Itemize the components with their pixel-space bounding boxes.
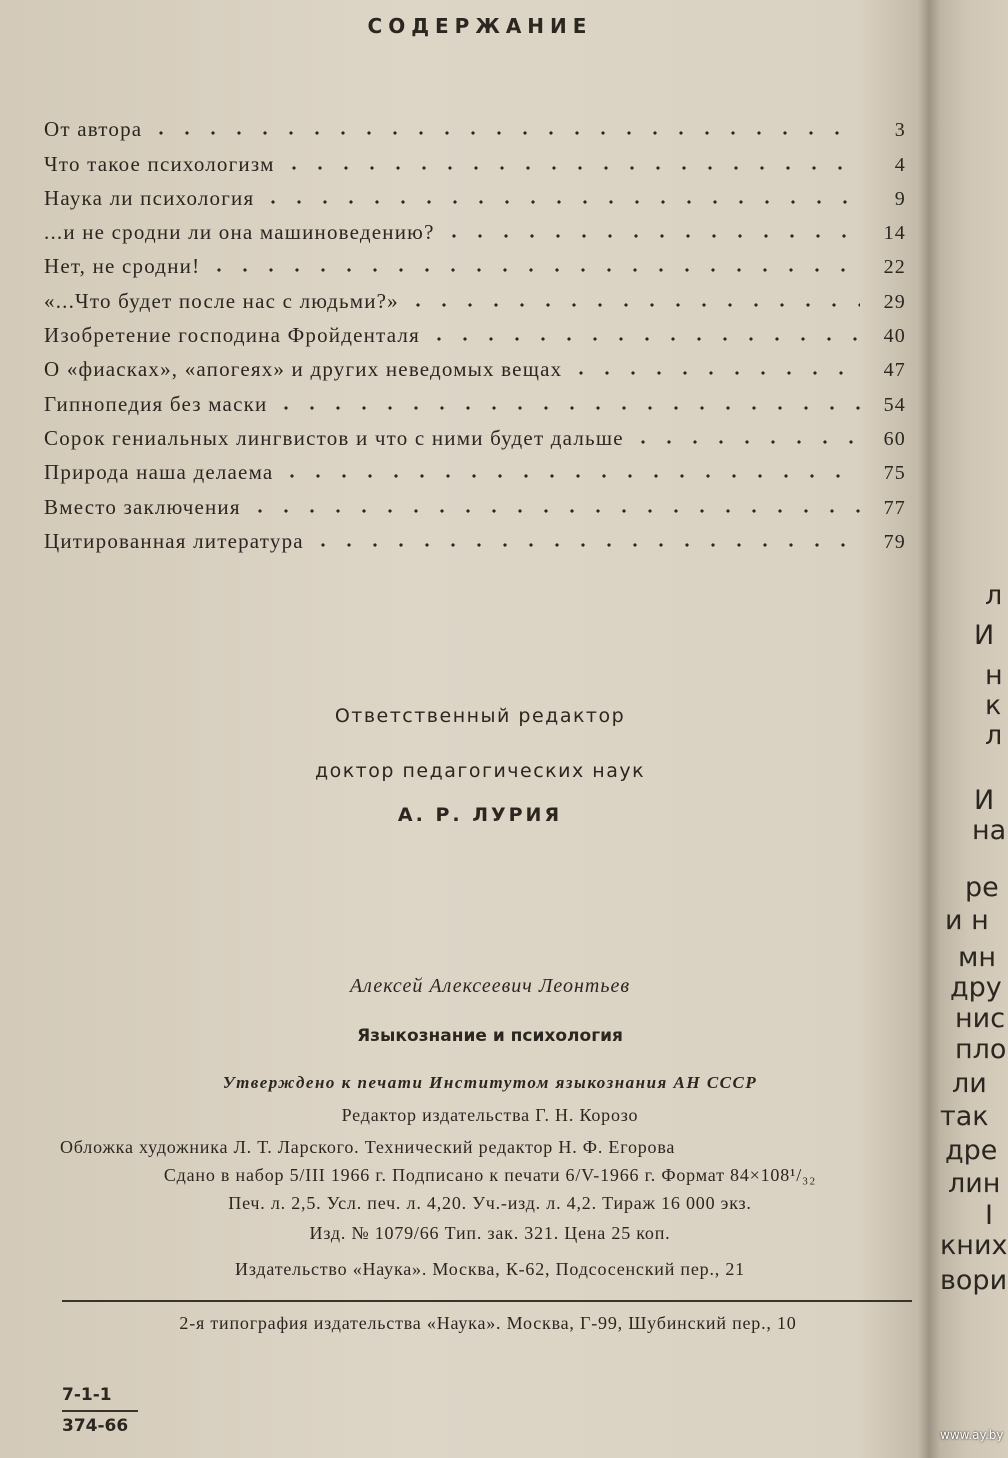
toc-entry bbox=[44, 382, 906, 416]
toc-leader-dots bbox=[426, 336, 860, 342]
toc-entry-title: «...Что будет после нас с людьми?» bbox=[44, 288, 399, 313]
code-divider bbox=[62, 1410, 138, 1412]
toc-entry-page: 79 bbox=[883, 530, 906, 553]
toc-entry-title: Природа наша делаема bbox=[44, 460, 274, 485]
toc-leader-dots bbox=[279, 473, 860, 479]
side-text-fragment: к bbox=[985, 690, 1002, 721]
side-text-fragment: на bbox=[972, 815, 1007, 846]
toc-entry-page: 9 bbox=[894, 187, 906, 210]
editor-degree: доктор педагогических наук bbox=[314, 760, 646, 782]
toc-entry-page: 29 bbox=[883, 290, 906, 313]
toc-entry-title: Сорок гениальных лингвистов и что с ними будет дальше bbox=[44, 425, 624, 450]
side-text-fragment: л bbox=[985, 580, 1003, 611]
imprint-line-1: Редактор издательства Г. Н. Корозо bbox=[341, 1105, 639, 1125]
toc-entry-title: Наука ли психология bbox=[44, 185, 255, 210]
toc-leader-dots bbox=[148, 130, 860, 136]
side-text-fragment: дре bbox=[945, 1135, 998, 1166]
side-text-fragment: вори bbox=[940, 1265, 1008, 1296]
toc-entry-title: ...и не сродни ли она машиноведению? bbox=[44, 220, 435, 245]
toc-entry bbox=[44, 485, 906, 519]
adjacent-page-fragment bbox=[940, 0, 1008, 1458]
toc-leader-dots bbox=[310, 542, 860, 548]
toc-entry bbox=[44, 245, 906, 279]
side-text-fragment: и н bbox=[945, 905, 989, 936]
side-text-fragment: кних bbox=[940, 1230, 1008, 1261]
toc-entry-title: Что такое психологизм bbox=[44, 151, 275, 176]
toc-entry-page: 22 bbox=[883, 256, 906, 279]
side-text-fragment: пло bbox=[955, 1034, 1007, 1065]
toc-entry-title: О «фиасках», «апогеях» и других неведомых вещах bbox=[44, 357, 563, 382]
toc-entry-title: Нет, не сродни! bbox=[44, 254, 201, 279]
catalog-code-2: 374-66 bbox=[62, 1416, 129, 1436]
approval-line: Утверждено к печати Институтом языкознания АН СССР bbox=[222, 1073, 758, 1092]
toc-leader-dots bbox=[441, 233, 860, 239]
side-text-fragment: I bbox=[985, 1200, 993, 1231]
toc-entry bbox=[44, 417, 906, 451]
toc-entry-title: Гипнопедия без маски bbox=[44, 391, 268, 416]
side-text-fragment: нис bbox=[955, 1003, 1006, 1034]
imprint-line-3: Сдано в набор 5/III 1966 г. Подписано к печати 6/V-1966 г. Формат 84×108¹/₃₂ bbox=[163, 1165, 817, 1185]
toc-leader-dots bbox=[405, 302, 860, 308]
toc-entry bbox=[44, 211, 906, 245]
imprint-line-7: 2-я типография издательства «Наука». Москва, Г-99, Шубинский пер., 10 bbox=[179, 1313, 797, 1333]
toc-entry-page: 40 bbox=[883, 325, 906, 348]
side-text-fragment: ли bbox=[952, 1068, 987, 1099]
book-title: Языкознание и психология bbox=[357, 1026, 623, 1046]
toc-entry bbox=[44, 279, 906, 313]
side-text-fragment: И bbox=[974, 785, 995, 816]
toc-entry-title: Цитированная литература bbox=[44, 528, 304, 553]
imprint-line-6: Издательство «Наука». Москва, К-62, Подсосенский пер., 21 bbox=[235, 1259, 745, 1279]
toc-entry-page: 47 bbox=[883, 359, 906, 382]
toc-entry-page: 60 bbox=[883, 427, 906, 450]
toc-entry-page: 3 bbox=[894, 119, 906, 142]
toc-entry bbox=[44, 348, 906, 382]
toc-entry-page: 75 bbox=[883, 462, 906, 485]
side-text-fragment: дру bbox=[950, 972, 1002, 1003]
contents-heading: СОДЕРЖАНИЕ bbox=[367, 14, 593, 38]
author-name: Алексей Алексеевич Леонтьев bbox=[349, 975, 631, 997]
table-of-contents bbox=[44, 108, 906, 554]
imprint-line-5: Изд. № 1079/66 Тип. зак. 321. Цена 25 коп. bbox=[309, 1223, 671, 1243]
toc-entry bbox=[44, 108, 906, 142]
toc-entry-title: Изобретение господина Фройденталя bbox=[44, 323, 420, 348]
toc-entry-page: 54 bbox=[883, 393, 906, 416]
toc-entry-title: Вместо заключения bbox=[44, 494, 241, 519]
toc-leader-dots bbox=[247, 508, 860, 514]
toc-entry-page: 4 bbox=[894, 153, 906, 176]
side-text-fragment: так bbox=[940, 1101, 989, 1132]
toc-entry bbox=[44, 142, 906, 176]
page-fold-shadow bbox=[918, 0, 940, 1458]
toc-entry bbox=[44, 520, 906, 554]
side-text-fragment: н bbox=[985, 660, 1003, 691]
imprint-line-2: Обложка художника Л. Т. Ларского. Технический редактор Н. Ф. Егорова bbox=[60, 1137, 676, 1157]
toc-leader-dots bbox=[281, 165, 860, 171]
toc-entry-page: 77 bbox=[883, 496, 906, 519]
horizontal-rule bbox=[62, 1300, 912, 1302]
toc-leader-dots bbox=[568, 370, 860, 376]
side-text-fragment: ре bbox=[965, 872, 999, 903]
toc-entry bbox=[44, 451, 906, 485]
toc-leader-dots bbox=[206, 267, 860, 273]
toc-leader-dots bbox=[273, 405, 860, 411]
editor-role: Ответственный редактор bbox=[334, 705, 626, 727]
editor-name: А. Р. ЛУРИЯ bbox=[397, 804, 563, 826]
toc-entry bbox=[44, 177, 906, 211]
toc-leader-dots bbox=[630, 439, 860, 445]
side-text-fragment: И bbox=[974, 620, 995, 651]
toc-entry-title: От автора bbox=[44, 117, 143, 142]
toc-entry bbox=[44, 314, 906, 348]
toc-entry-page: 14 bbox=[883, 222, 906, 245]
catalog-code-1: 7-1-1 bbox=[62, 1385, 112, 1405]
toc-leader-dots bbox=[260, 199, 860, 205]
imprint-line-4: Печ. л. 2,5. Усл. печ. л. 4,20. Уч.-изд. л. 4,2. Тираж 16 000 экз. bbox=[228, 1193, 752, 1213]
side-text-fragment: мн bbox=[958, 942, 997, 973]
side-text-fragment: л bbox=[985, 720, 1003, 751]
side-text-fragment: лин bbox=[948, 1168, 1001, 1199]
watermark: www.ay.by bbox=[940, 1428, 1004, 1442]
